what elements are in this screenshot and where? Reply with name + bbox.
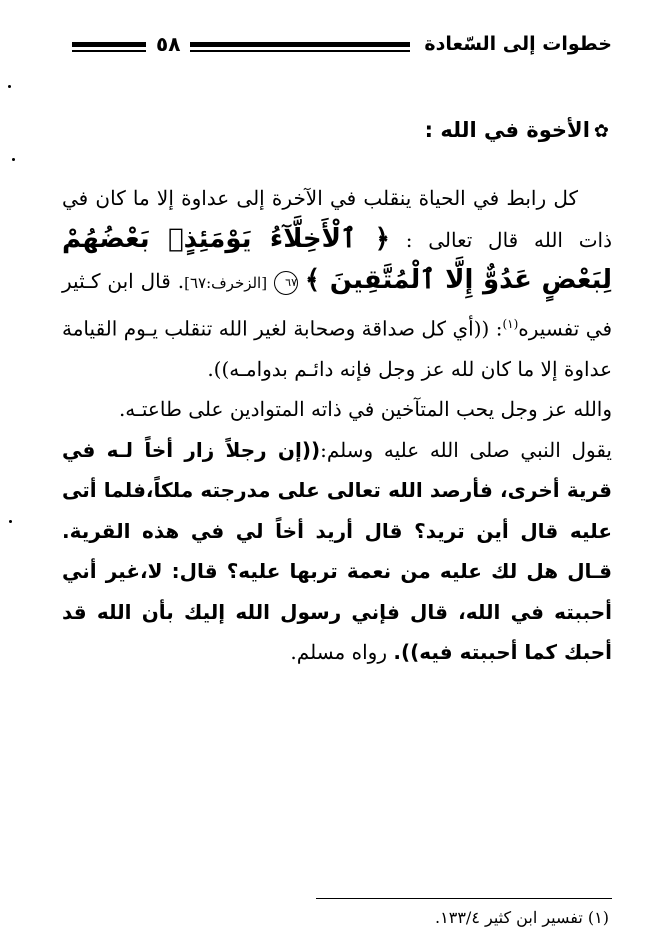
page-number: ٥٨ <box>156 32 181 56</box>
scan-speck <box>8 85 11 88</box>
scan-speck <box>12 158 15 161</box>
paragraph-text: . قال ابن كـثير في تفسيره <box>62 269 612 341</box>
footnote-marker: (١) <box>502 316 519 331</box>
section-heading <box>425 118 609 142</box>
section-heading-text: الأخوة في الله : <box>424 118 590 142</box>
quran-verse: ﴿ ٱلْأَخِلَّآءُ يَوْمَئِذٍۭ بَعْضُهُمْ لِبَعْضٍ عَدُوٌّ إِلَّا ٱلْمُتَّقِينَ ﴾ <box>62 223 613 295</box>
paragraph <box>62 389 612 430</box>
verse-reference: [الزخرف:٦٧] <box>184 274 268 292</box>
body-text <box>62 178 612 673</box>
running-title: خطوات إلى السّعادة <box>424 33 612 55</box>
paragraph-text: : ((أي كل صداقة وصحابة لغير الله تنقلب يـوم القيامة عداوة إلا ما كان لله عز وجل فإنه دائـم بدوامـه)). <box>62 316 612 381</box>
footnote: (١) تفسير ابن كثير ١٣٣/٤. <box>435 908 609 927</box>
hadith-text: ((إن رجلاً زار أخاً لـه في قرية أخرى، فأرصد الله تعالى على مدرجته ملكاً،فلما أتى عليه قال أين تريد؟ قال أريد أخاً لي في هذه القرية. قـال هل لك عليه من نعمة تربها عليه؟ قال: لا،غير أني أحببته في الله، قال فإني رسول الله إليك بأن الله قد أحبك كما أحببته فيه)). <box>62 437 612 665</box>
header-rule <box>72 42 146 47</box>
header-rule <box>190 42 410 47</box>
paragraph-text: كل رابط في الحياة ينقلب في الآخرة إلى عداوة إلا ما كان في ذات الله قال تعالى : <box>62 186 613 252</box>
ayah-number-icon: ٦٧ <box>274 271 298 295</box>
flower-ornament-icon: ✿ <box>593 121 609 142</box>
paragraph <box>62 430 612 673</box>
scan-speck <box>9 520 12 523</box>
footnote-divider <box>316 898 612 899</box>
paragraph-text: والله عز وجل يحب المتآخين في ذاته المتوادين على طاعتـه. <box>118 397 612 422</box>
page-header <box>72 20 612 68</box>
paragraph <box>62 178 612 389</box>
paragraph-text: يقول النبي صلى الله عليه وسلم: <box>320 437 612 462</box>
paragraph-text: رواه مسلم. <box>290 640 394 665</box>
